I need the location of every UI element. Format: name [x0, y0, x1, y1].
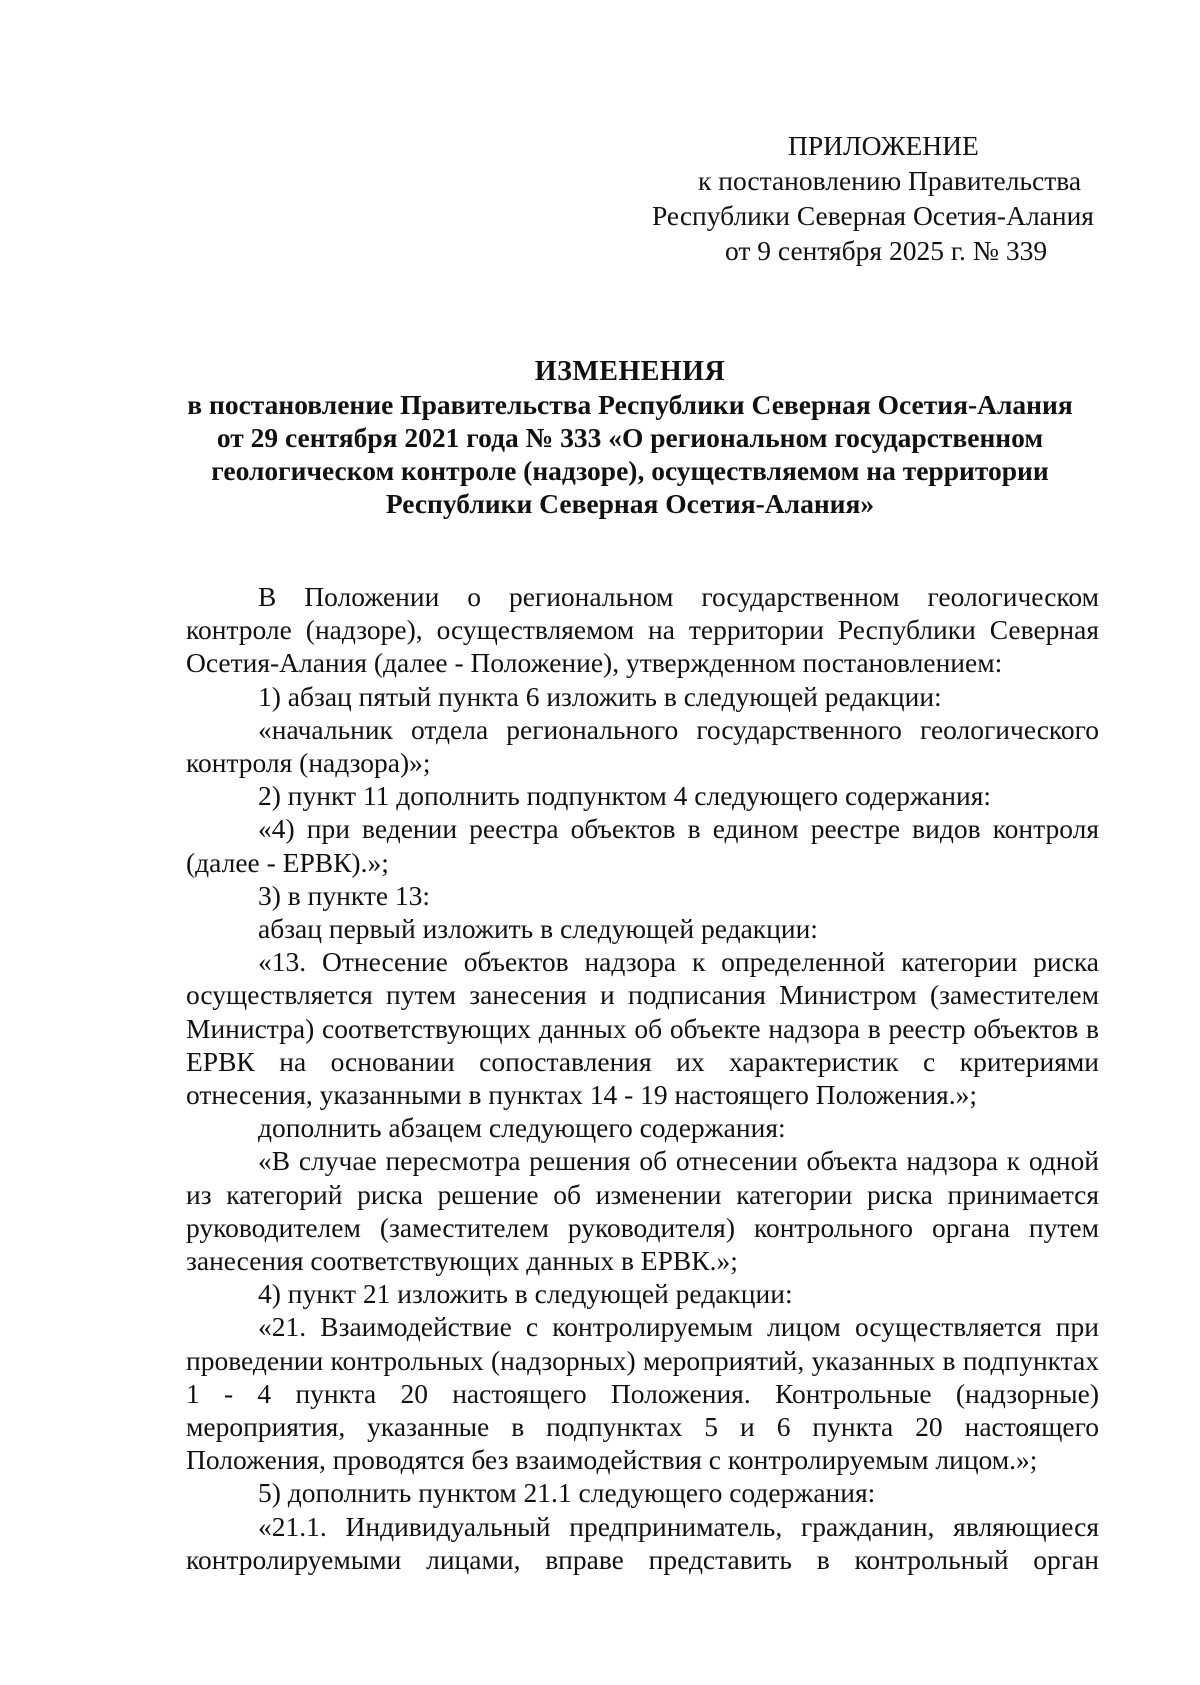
paragraph-item-3-text: «13. Отнесение объектов надзора к определенной категории риска осуществляется путем занесения и подписания Министром (заместителем Министра) соответствующих данных об объекте надзора в реестр объектов в ЕРВК на основании сопоставления их характеристик с критериями отнесения, указанными в пунктах 14 - 19 настоящего Положения.»;: [186, 946, 1099, 1111]
appendix-block: [620, 128, 1130, 268]
paragraph-item-2-text: «4) при ведении реестра объектов в едином реестре видов контроля (далее - ЕРВК).»;: [186, 813, 1099, 878]
document-heading: [160, 355, 1100, 520]
paragraph-item-1: 1) абзац пятый пункта 6 изложить в следующей редакции:: [258, 680, 942, 712]
appendix-title: ПРИЛОЖЕНИЕ: [788, 130, 979, 161]
paragraph-item-3: 3) в пункте 13:: [258, 879, 431, 911]
paragraph-item-2: 2) пункт 11 дополнить подпунктом 4 следующего содержания:: [258, 780, 991, 812]
paragraph-item-4-text: «21. Взаимодействие с контролируемым лицом осуществляется при проведении контрольных (надзорных) мероприятий, указанных в подпунктах 1 - 4 пункта 20 настоящего Положения. Контрольные (надзорные) мероприятия, указанные в подпунктах 5 и 6 пункта 20 настоящего Положения, проводятся без взаимодействия с контролируемым лицом.»;: [186, 1311, 1099, 1476]
paragraph-intro: В Положении о региональном государственном геологическом контроле (надзоре), осуществляемом на территории Республики Северная Осетия-Алания (далее - Положение), утвержденном постановлением:: [186, 581, 1099, 679]
document-body: [186, 580, 1099, 1576]
paragraph-item-3-addition-text: «В случае пересмотра решения об отнесении объекта надзора к одной из категорий риска решение об изменении категории риска принимается руководителем (заместителем руководителя) контрольного органа путем занесения соответствующих данных в ЕРВК.»;: [186, 1145, 1099, 1277]
heading-line-1: в постановление Правительства Республики Северная Осетия-Алания: [187, 389, 1073, 420]
appendix-line-date: от 9 сентября 2025 г. № 339: [725, 235, 1048, 266]
paragraph-item-1-text: «начальник отдела регионального государственного геологического контроля (надзора)»;: [186, 713, 1099, 779]
paragraph-item-3-addition: дополнить абзацем следующего содержания:: [258, 1112, 786, 1144]
appendix-line-resolution: к постановлению Правительства: [698, 165, 1082, 196]
paragraph-item-4: 4) пункт 21 изложить в следующей редакции:: [258, 1278, 793, 1310]
heading-line-3: геологическом контроле (надзоре), осуществляемом на территории: [211, 455, 1049, 486]
appendix-line-republic: Республики Северная Осетия-Алания: [652, 200, 1094, 231]
heading-title: ИЗМЕНЕНИЯ: [534, 356, 726, 387]
paragraph-item-5: 5) дополнить пунктом 21.1 следующего содержания:: [258, 1477, 876, 1509]
heading-line-4: Республики Северная Осетия-Алания»: [385, 488, 875, 519]
paragraph-item-3-abzac: абзац первый изложить в следующей редакции:: [258, 913, 818, 945]
heading-line-2: от 29 сентября 2021 года № 333 «О региональном государственном: [216, 422, 1044, 453]
paragraph-item-5-text: «21.1. Индивидуальный предприниматель, гражданин, являющиеся контролируемыми лицами, вправе представить в контрольный орган: [186, 1510, 1099, 1575]
